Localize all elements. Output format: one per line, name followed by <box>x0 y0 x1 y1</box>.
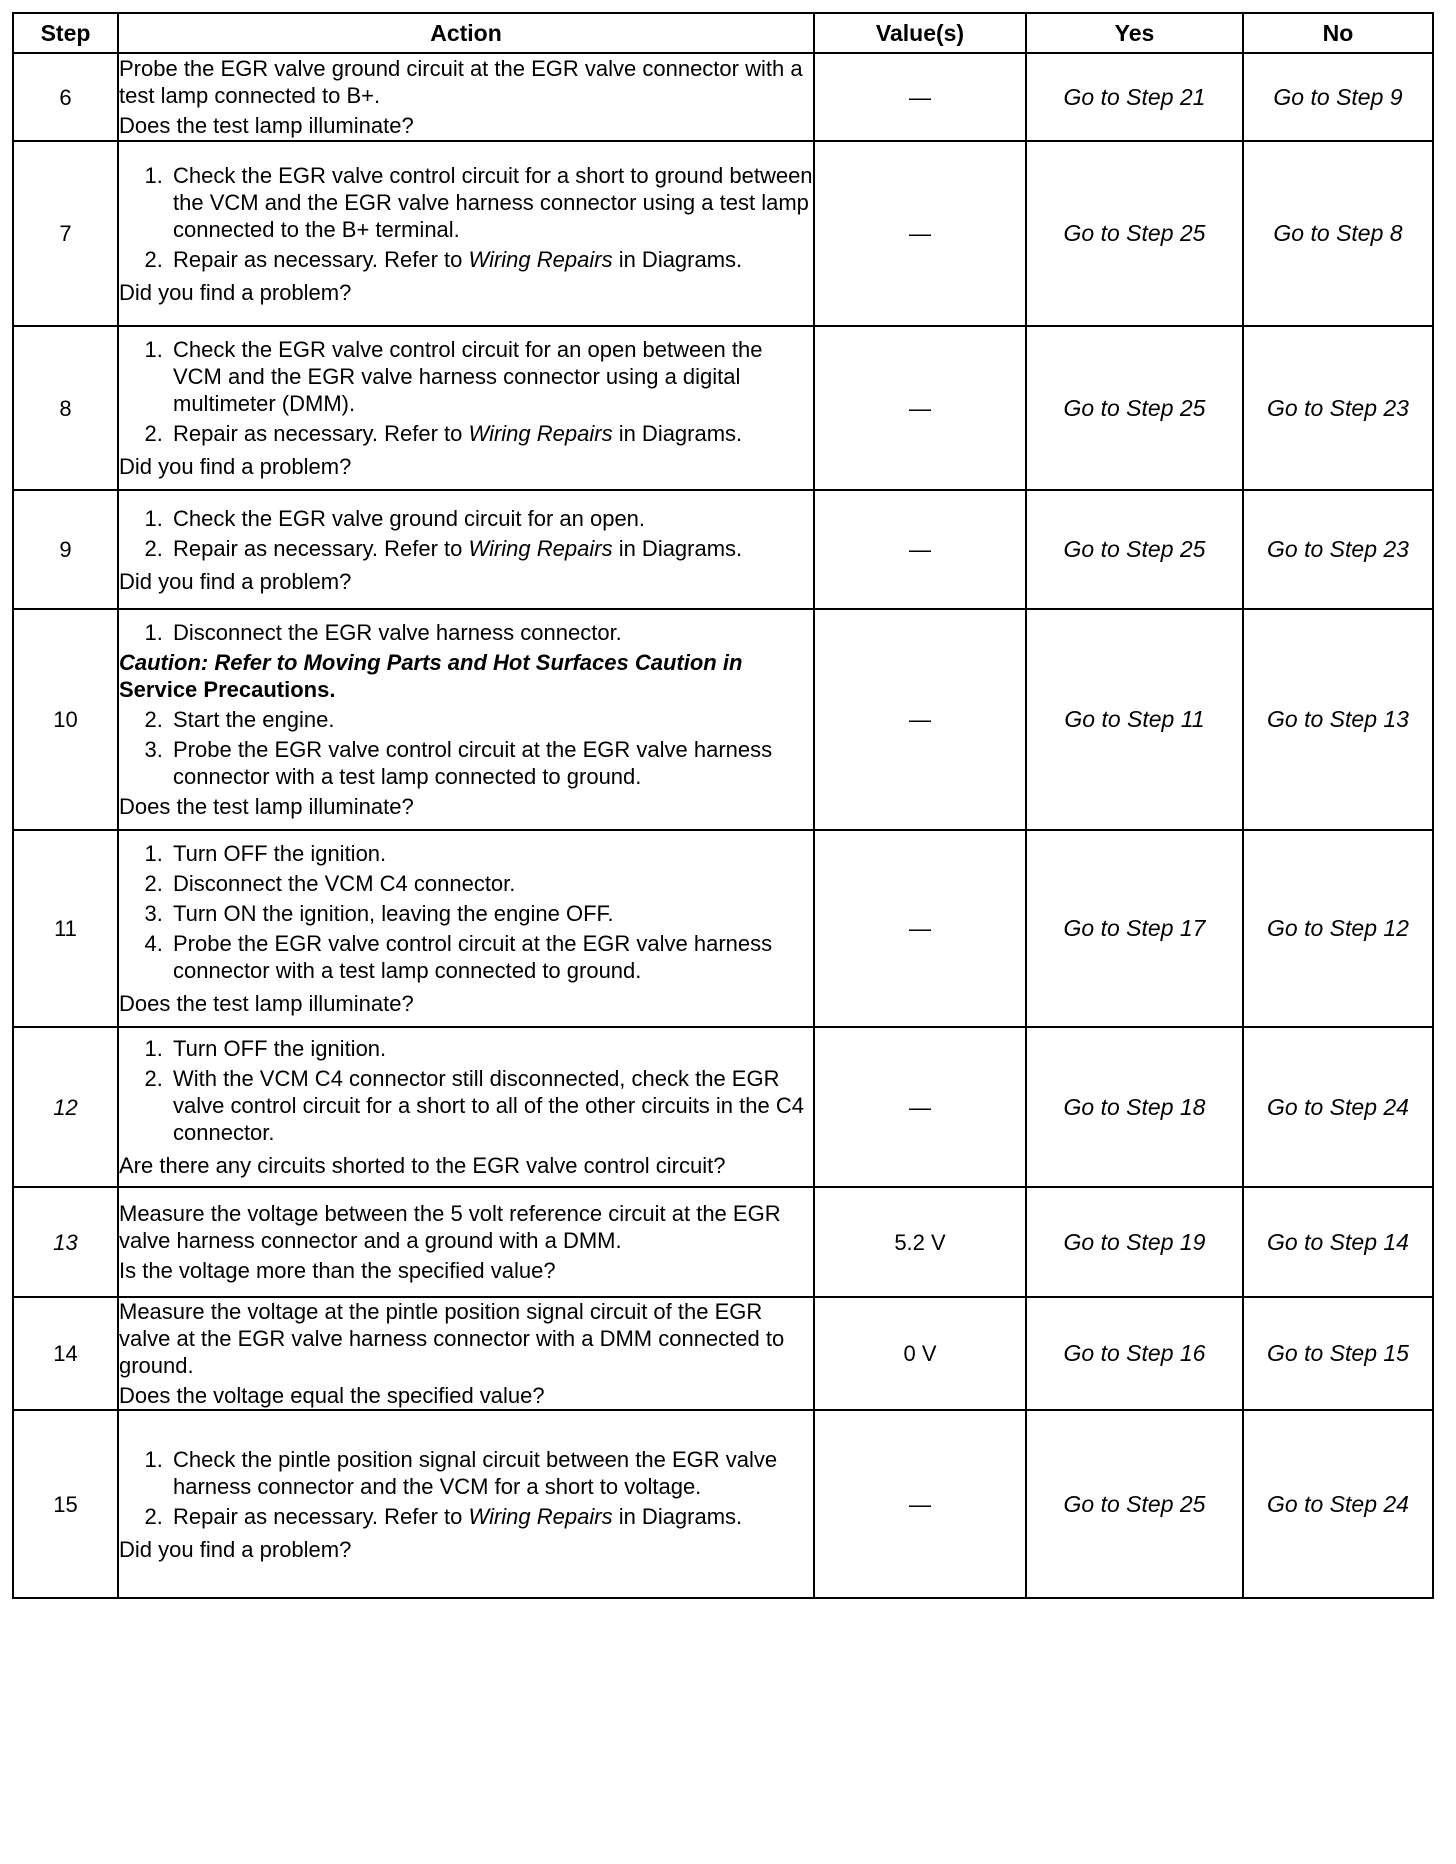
action-question: Does the voltage equal the specified value? <box>119 1383 545 1408</box>
yes-goto: Go to Step 25 <box>1026 141 1243 326</box>
action-question: Is the voltage more than the specified value? <box>119 1258 556 1283</box>
action-step-item: 1. Disconnect the EGR valve harness connector. <box>169 619 813 646</box>
header-yes: Yes <box>1026 13 1243 53</box>
yes-goto: Go to Step 21 <box>1026 53 1243 141</box>
action-text: Measure the voltage between the 5 volt reference circuit at the EGR valve harness connector and a ground with a DMM. <box>119 1201 781 1253</box>
action-cell <box>118 830 814 1027</box>
action-cell <box>118 53 814 141</box>
step-number: 12 <box>13 1027 118 1187</box>
header-action: Action <box>118 13 814 53</box>
action-question: Are there any circuits shorted to the EGR valve control circuit? <box>119 1153 726 1178</box>
yes-goto: Go to Step 18 <box>1026 1027 1243 1187</box>
action-step-item: 2. Repair as necessary. Refer to Wiring Repairs in Diagrams. <box>169 535 813 562</box>
action-step-item: 2. Repair as necessary. Refer to Wiring Repairs in Diagrams. <box>169 420 813 447</box>
table-row <box>13 490 1433 609</box>
table-row <box>13 1410 1433 1598</box>
action-step-item: 2. Start the engine. <box>169 706 813 733</box>
action-cell <box>118 326 814 490</box>
action-step-item: 2. Disconnect the VCM C4 connector. <box>169 870 813 897</box>
yes-goto: Go to Step 16 <box>1026 1297 1243 1410</box>
no-goto: Go to Step 12 <box>1243 830 1433 1027</box>
no-goto: Go to Step 14 <box>1243 1187 1433 1297</box>
step-number: 14 <box>13 1297 118 1410</box>
no-goto: Go to Step 13 <box>1243 609 1433 830</box>
action-steps <box>119 1035 813 1149</box>
no-goto: Go to Step 8 <box>1243 141 1433 326</box>
action-question: Did you find a problem? <box>119 1536 352 1562</box>
action-step-item: 1. Check the EGR valve control circuit for an open between the VCM and the EGR valve harness connector using a digital multimeter (DMM). <box>169 336 813 417</box>
action-steps <box>119 336 813 450</box>
action-steps <box>119 706 813 790</box>
value-cell: — <box>814 326 1026 490</box>
action-question: Did you find a problem? <box>119 454 352 479</box>
step-number: 11 <box>13 830 118 1027</box>
action-cell <box>118 141 814 326</box>
step-number: 10 <box>13 609 118 830</box>
action-steps <box>119 505 813 565</box>
step-number: 15 <box>13 1410 118 1598</box>
table-row <box>13 1187 1433 1297</box>
no-goto: Go to Step 23 <box>1243 490 1433 609</box>
step-number: 13 <box>13 1187 118 1297</box>
action-cell <box>118 1297 814 1410</box>
value-cell: — <box>814 141 1026 326</box>
value-cell: — <box>814 1027 1026 1187</box>
step-number: 8 <box>13 326 118 490</box>
no-goto: Go to Step 24 <box>1243 1027 1433 1187</box>
action-steps <box>119 1446 813 1533</box>
yes-goto: Go to Step 19 <box>1026 1187 1243 1297</box>
table-row <box>13 609 1433 830</box>
step-number: 9 <box>13 490 118 609</box>
value-cell: — <box>814 609 1026 830</box>
yes-goto: Go to Step 25 <box>1026 1410 1243 1598</box>
action-cell <box>118 609 814 830</box>
table-row <box>13 326 1433 490</box>
action-step-item: 3. Turn ON the ignition, leaving the engine OFF. <box>169 900 813 927</box>
action-step-item: 4. Probe the EGR valve control circuit at the EGR valve harness connector with a test lamp connected to ground. <box>169 930 813 984</box>
action-cell <box>118 1027 814 1187</box>
action-step-item: 1. Check the EGR valve ground circuit for an open. <box>169 505 813 532</box>
value-cell: — <box>814 1410 1026 1598</box>
no-goto: Go to Step 15 <box>1243 1297 1433 1410</box>
table-row <box>13 53 1433 141</box>
step-number: 7 <box>13 141 118 326</box>
step-number: 6 <box>13 53 118 141</box>
yes-goto: Go to Step 25 <box>1026 326 1243 490</box>
value-cell: — <box>814 830 1026 1027</box>
action-question: Does the test lamp illuminate? <box>119 794 414 819</box>
action-steps <box>119 840 813 987</box>
action-steps <box>119 619 813 646</box>
table-row <box>13 1027 1433 1187</box>
yes-goto: Go to Step 17 <box>1026 830 1243 1027</box>
wiring-repairs-reference: Wiring Repairs <box>468 535 613 561</box>
caution-note: Caution: Refer to Moving Parts and Hot Surfaces Caution in Service Precautions. <box>119 650 743 702</box>
table-row <box>13 1297 1433 1410</box>
value-cell: — <box>814 490 1026 609</box>
wiring-repairs-reference: Wiring Repairs <box>468 1503 613 1529</box>
diagnostic-table-sheet <box>12 12 1432 1852</box>
header-step: Step <box>13 13 118 53</box>
table-row <box>13 830 1433 1027</box>
yes-goto: Go to Step 11 <box>1026 609 1243 830</box>
action-step-item: 2. With the VCM C4 connector still disconnected, check the EGR valve control circuit for a short to all of the other circuits in the C4 connector. <box>169 1065 813 1146</box>
action-step-item: 1. Check the EGR valve control circuit for a short to ground between the VCM and the EGR valve harness connector using a test lamp connected to the B+ terminal. <box>169 162 813 243</box>
diagnostic-table <box>12 12 1434 1599</box>
yes-goto: Go to Step 25 <box>1026 490 1243 609</box>
value-cell: 0 V <box>814 1297 1026 1410</box>
header-values: Value(s) <box>814 13 1026 53</box>
value-cell: 5.2 V <box>814 1187 1026 1297</box>
action-cell <box>118 1410 814 1598</box>
table-row <box>13 141 1433 326</box>
action-step-item: 2. Repair as necessary. Refer to Wiring Repairs in Diagrams. <box>169 1503 813 1530</box>
action-step-item: 2. Repair as necessary. Refer to Wiring Repairs in Diagrams. <box>169 246 813 273</box>
action-step-item: 3. Probe the EGR valve control circuit at the EGR valve harness connector with a test lamp connected to ground. <box>169 736 813 790</box>
header-no: No <box>1243 13 1433 53</box>
value-cell: — <box>814 53 1026 141</box>
action-step-item: 1. Check the pintle position signal circuit between the EGR valve harness connector and the VCM for a short to voltage. <box>169 1446 813 1500</box>
action-step-item: 1. Turn OFF the ignition. <box>169 840 813 867</box>
action-steps <box>119 162 813 276</box>
wiring-repairs-reference: Wiring Repairs <box>468 421 613 446</box>
no-goto: Go to Step 23 <box>1243 326 1433 490</box>
action-step-item: 1. Turn OFF the ignition. <box>169 1035 813 1062</box>
action-cell <box>118 490 814 609</box>
header-row <box>13 13 1433 53</box>
action-question: Does the test lamp illuminate? <box>119 113 414 138</box>
action-text: Measure the voltage at the pintle position signal circuit of the EGR valve at the EGR valve harness connector with a DMM connected to ground. <box>119 1299 785 1378</box>
action-question: Did you find a problem? <box>119 568 352 594</box>
action-cell <box>118 1187 814 1297</box>
action-text: Probe the EGR valve ground circuit at the EGR valve connector with a test lamp connected to B+. <box>119 56 803 108</box>
wiring-repairs-reference: Wiring Repairs <box>468 246 613 272</box>
action-question: Does the test lamp illuminate? <box>119 991 414 1016</box>
no-goto: Go to Step 9 <box>1243 53 1433 141</box>
no-goto: Go to Step 24 <box>1243 1410 1433 1598</box>
action-question: Did you find a problem? <box>119 279 352 305</box>
